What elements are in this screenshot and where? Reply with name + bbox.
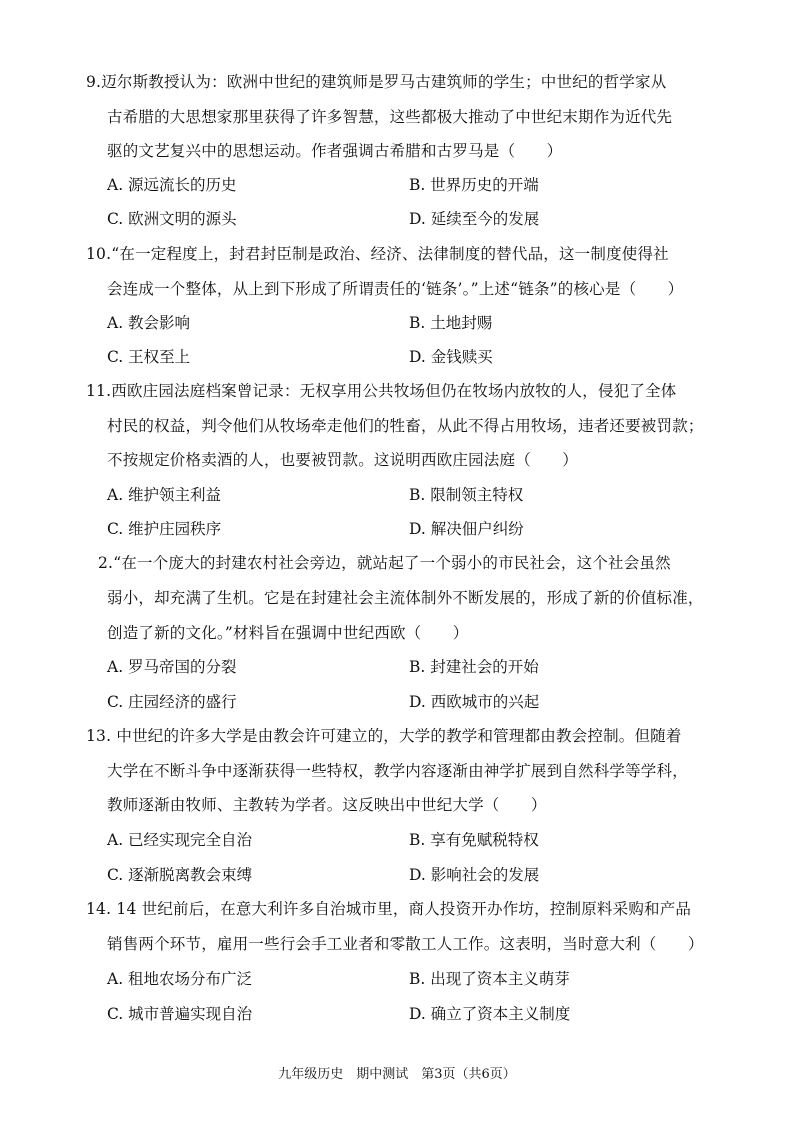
question-11-option-d: D. 解决佃户纠纷 bbox=[409, 520, 524, 538]
question-12-option-b: B. 封建社会的开始 bbox=[409, 658, 539, 676]
question-13-line-3: 教师逐渐由牧师、主教转为学者。这反映出中世纪大学（ ） bbox=[107, 796, 547, 814]
question-9-option-b: B. 世界历史的开端 bbox=[409, 176, 539, 194]
question-10-option-d: D. 金钱赎买 bbox=[409, 348, 493, 366]
question-10-line-1: 10.“在一定程度上，封君封臣制是政治、经济、法律制度的替代品，这一制度使得社 bbox=[86, 245, 669, 263]
question-13-option-c: C. 逐渐脱离教会束缚 bbox=[107, 866, 253, 884]
question-11-option-c: C. 维护庄园秩序 bbox=[107, 520, 222, 538]
question-12-option-a: A. 罗马帝国的分裂 bbox=[107, 658, 237, 676]
page-footer: 九年级历史 期中测试 第3页（共6页） bbox=[278, 1067, 516, 1082]
question-11-option-b: B. 限制领主特权 bbox=[409, 486, 524, 504]
question-9-line-1: 9.迈尔斯教授认为：欧洲中世纪的建筑师是罗马古建筑师的学生；中世纪的哲学家从 bbox=[86, 73, 667, 91]
question-13-line-1: 13. 中世纪的许多大学是由教会许可建立的，大学的教学和管理都由教会控制。但随着 bbox=[86, 727, 682, 745]
question-13-option-b: B. 享有免赋税特权 bbox=[409, 831, 539, 849]
question-10-option-b: B. 土地封赐 bbox=[409, 314, 493, 332]
question-12-line-2: 弱小，却充满了生机。它是在封建社会主流体制外不断发展的，形成了新的价值标准， bbox=[107, 589, 704, 607]
question-12-option-d: D. 西欧城市的兴起 bbox=[409, 693, 540, 711]
question-13-line-2: 大学在不断斗争中逐渐获得一些特权，教学内容逐渐由神学扩展到自然科学等学科， bbox=[107, 762, 688, 780]
question-14-option-a: A. 租地农场分布广泛 bbox=[107, 970, 253, 988]
question-11-line-3: 不按规定价格卖酒的人，也要被罚款。这说明西欧庄园法庭（ ） bbox=[107, 451, 579, 469]
question-10-option-c: C. 王权至上 bbox=[107, 348, 191, 366]
question-12-option-c: C. 庄园经济的盛行 bbox=[107, 693, 237, 711]
question-14-option-c: C. 城市普遍实现自治 bbox=[107, 1005, 253, 1023]
question-12-line-1: 2.“在一个庞大的封建农村社会旁边，就站起了一个弱小的市民社会，这个社会虽然 bbox=[98, 554, 671, 572]
question-11-line-1: 11.西欧庄园法庭档案曾记录：无权享用公共牧场但仍在牧场内放牧的人，侵犯了全体 bbox=[86, 382, 677, 400]
question-9-option-c: C. 欧洲文明的源头 bbox=[107, 210, 237, 228]
question-11-option-a: A. 维护领主利益 bbox=[107, 486, 222, 504]
question-14-line-2: 销售两个环节，雇用一些行会手工业者和零散工人工作。这表明，当时意大利（ ） bbox=[107, 935, 704, 953]
question-14-option-d: D. 确立了资本主义制度 bbox=[409, 1005, 571, 1023]
question-9-line-3: 驱的文艺复兴中的思想运动。作者强调古希腊和古罗马是（ ） bbox=[107, 142, 563, 160]
question-13-option-d: D. 影响社会的发展 bbox=[409, 866, 540, 884]
question-10-line-2: 会连成一个整体，从上到下形成了所谓责任的‘链条’。”上述“链条”的核心是（ ） bbox=[107, 280, 684, 298]
question-9-line-2: 古希腊的大思想家那里获得了许多智慧，这些都极大推动了中世纪末期作为近代先 bbox=[107, 108, 673, 126]
question-10-option-a: A. 教会影响 bbox=[107, 314, 191, 332]
question-13-option-a: A. 已经实现完全自治 bbox=[107, 831, 253, 849]
question-9-option-d: D. 延续至今的发展 bbox=[409, 210, 540, 228]
question-12-line-3: 创造了新的文化。”材料旨在强调中世纪西欧（ ） bbox=[107, 624, 469, 642]
question-11-line-2: 村民的权益，判令他们从牧场牵走他们的牲畜，从此不得占用牧场，违者还要被罚款； bbox=[107, 417, 704, 435]
question-14-line-1: 14. 14 世纪前后，在意大利许多自治城市里，商人投资开办作坊，控制原料采购和产品 bbox=[86, 900, 692, 918]
question-14-option-b: B. 出现了资本主义萌芽 bbox=[409, 970, 570, 988]
question-9-option-a: A. 源远流长的历史 bbox=[107, 176, 237, 194]
